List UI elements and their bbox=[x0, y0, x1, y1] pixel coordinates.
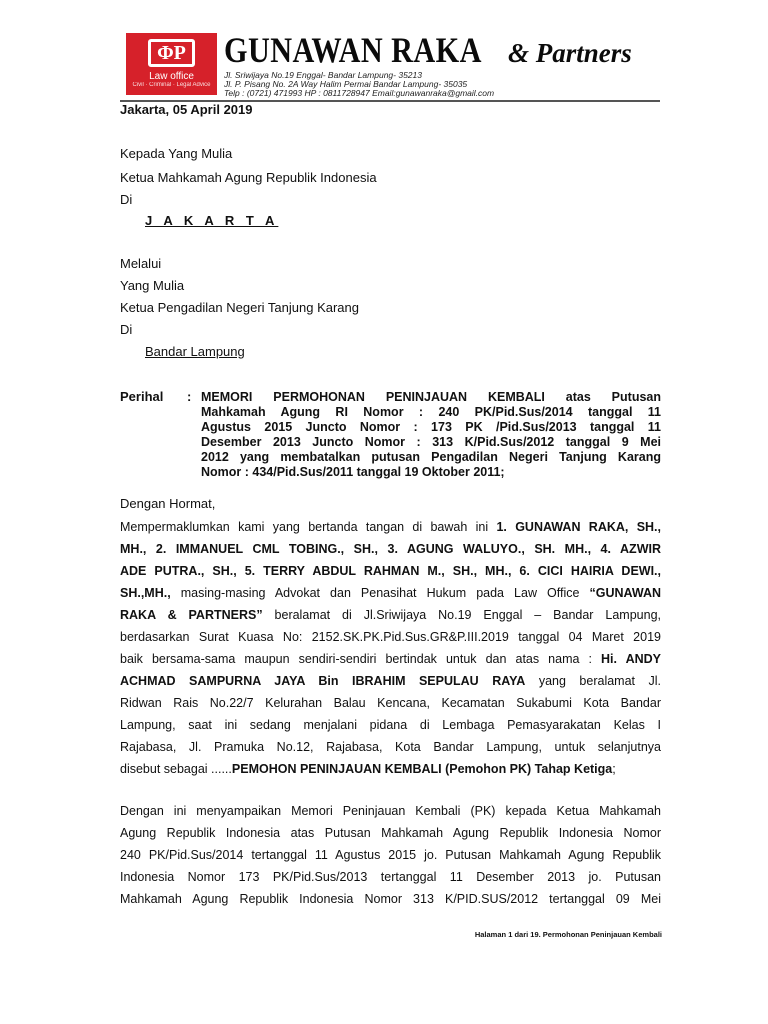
subject-line: Desember 2013 Juncto Nomor : 313 K/Pid.Sus/2012 tanggal 9 Mei bbox=[201, 435, 661, 449]
court-name: Ketua Pengadilan Negeri Tanjung Karang bbox=[120, 300, 359, 315]
address-line-1: Jl. Sriwijaya No.19 Enggal- Bandar Lampung- 35213 bbox=[224, 70, 422, 80]
submission-paragraph bbox=[120, 800, 661, 910]
paragraph-line: Dengan ini menyampaikan Memori Peninjauan Kembali (PK) kepada Ketua Mahkamah bbox=[120, 804, 661, 818]
honorific: Yang Mulia bbox=[120, 278, 185, 293]
subject-line: Nomor : 434/Pid.Sus/2011 tanggal 19 Oktober 2011; bbox=[201, 465, 505, 479]
paragraph-line: MH., 2. IMMANUEL CML TOBING., SH., 3. AGUNG WALUYO., SH. MH., 4. AZWIR bbox=[120, 542, 661, 556]
law-office-logo bbox=[126, 33, 217, 95]
paragraph-line: berdasarkan Surat Kuasa No: 2152.SK.PK.Pid.Sus.GR&P.III.2019 tanggal 04 Maret 2019 bbox=[120, 630, 661, 644]
place-date: Jakarta, 05 April 2019 bbox=[120, 102, 253, 117]
paragraph-line: disebut sebagai ......PEMOHON PENINJAUAN KEMBALI (Pemohon PK) Tahap Ketiga; bbox=[120, 762, 616, 776]
di-label-1: Di bbox=[120, 192, 133, 207]
paragraph-line: Lampung, saat ini sedang menjalani pidana di Lembaga Pemasyarakatan Kelas I bbox=[120, 718, 661, 732]
subject-line: Agustus 2015 Juncto Nomor : 173 PK /Pid.Sus/2013 tanggal 11 bbox=[201, 420, 661, 434]
firm-suffix: & Partners bbox=[508, 38, 632, 68]
logo-subcaption: Civil · Criminal · Legal Advice bbox=[132, 82, 211, 88]
letterhead bbox=[126, 30, 662, 100]
paragraph-line: SH.,MH., masing-masing Advokat dan Penasihat Hukum pada Law Office “GUNAWAN bbox=[120, 586, 661, 600]
greeting: Kepada Yang Mulia bbox=[120, 146, 233, 161]
paragraph-line: Indonesia Nomor 173 PK/Pid.Sus/2013 tertanggal 11 Desember 2013 jo. Putusan bbox=[120, 870, 661, 884]
subject-colon: : bbox=[187, 389, 192, 404]
subject-line: MEMORI PERMOHONAN PENINJAUAN KEMBALI atas Putusan bbox=[201, 390, 661, 404]
paragraph-line: baik bersama-sama maupun sendiri-sendiri bertindak untuk dan atas nama : Hi. ANDY bbox=[120, 652, 661, 666]
address-line-2: Jl. P. Pisang No. 2A Way Halim Permai Bandar Lampung- 35035 bbox=[224, 79, 468, 89]
paragraph-line: Rajabasa, Jl. Pramuka No.12, Rajabasa, Kota Bandar Lampung, untuk selanjutnya bbox=[120, 740, 661, 754]
paragraph-line: Agung Republik Indonesia atas Putusan Mahkamah Agung Republik Indonesia Nomor bbox=[120, 826, 661, 840]
subject-line: 2012 yang membatalkan putusan Pengadilan Negeri Tanjung Karang bbox=[201, 450, 661, 464]
page-footer: Halaman 1 dari 19. Permohonan Peninjauan Kembali bbox=[474, 930, 662, 939]
logo-caption: Law office bbox=[149, 71, 194, 82]
paragraph-line: ADE PUTRA., SH., 5. TERRY ABDUL RAHMAN M., SH., MH., 6. CICI HAIRIA DEWI., bbox=[120, 564, 661, 578]
paragraph-line: Mempermaklumkan kami yang bertanda tangan di bawah ini 1. GUNAWAN RAKA, SH., bbox=[120, 520, 662, 534]
via-label: Melalui bbox=[120, 256, 162, 271]
salutation: Dengan Hormat, bbox=[120, 496, 216, 511]
subject-line: Mahkamah Agung RI Nomor : 240 PK/Pid.Sus/2014 tanggal 11 bbox=[201, 405, 661, 419]
paragraph-line: Mahkamah Agung Republik Indonesia Nomor 313 K/PID.SUS/2012 tertanggal 09 Mei bbox=[120, 892, 661, 906]
opening-paragraph bbox=[120, 516, 661, 780]
city-jakarta: J A K A R T A bbox=[145, 213, 279, 228]
city-bandar-lampung: Bandar Lampung bbox=[145, 344, 245, 359]
paragraph-line: 240 PK/Pid.Sus/2014 tertanggal 11 Agustus 2015 jo. Putusan Mahkamah Agung Republik bbox=[120, 848, 661, 862]
paragraph-line: Ridwan Rais No.22/7 Kelurahan Balau Kencana, Kecamatan Sukabumi Kota Bandar bbox=[120, 696, 661, 710]
firm-name: GUNAWAN RAKA bbox=[224, 30, 482, 70]
contact-line: Telp : (0721) 471993 HP : 0811728947 Email:gunawanraka@gmail.com bbox=[224, 88, 495, 98]
di-label-2: Di bbox=[120, 322, 133, 337]
subject-text bbox=[201, 390, 661, 480]
logo-emblem: ΦP bbox=[148, 39, 195, 67]
subject-label: Perihal bbox=[120, 389, 164, 404]
addressee: Ketua Mahkamah Agung Republik Indonesia bbox=[120, 170, 377, 185]
paragraph-line: ACHMAD SAMPURNA JAYA Bin IBRAHIM SEPULAU RAYA yang beralamat Jl. bbox=[120, 674, 662, 688]
paragraph-line: RAKA & PARTNERS” beralamat di Jl.Sriwijaya No.19 Enggal – Bandar Lampung, bbox=[120, 608, 661, 622]
